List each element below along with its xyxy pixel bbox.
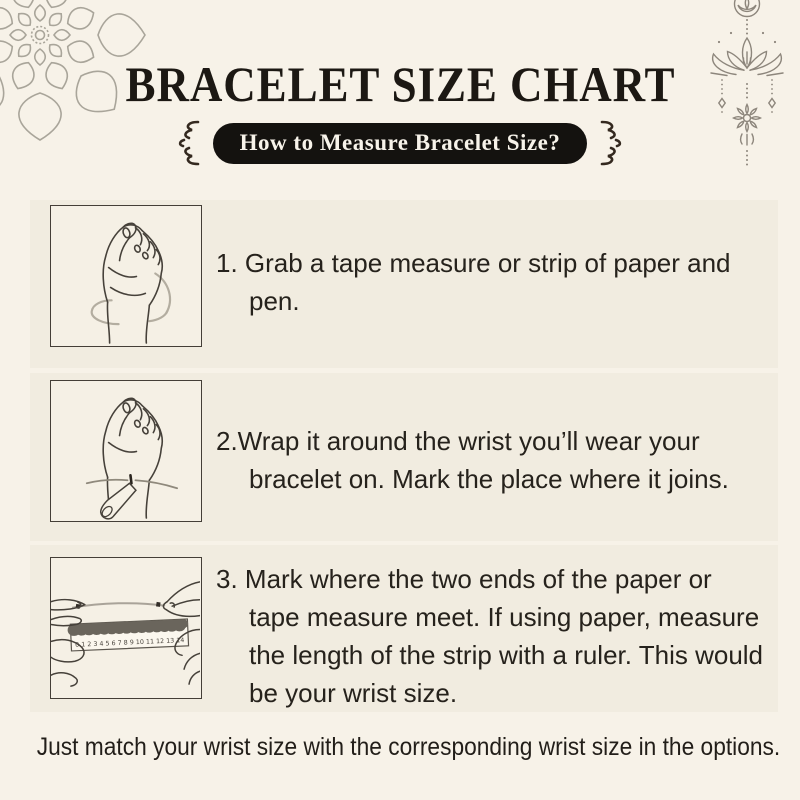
- step-3-line-1: 3. Mark where the two ends of the paper or: [216, 564, 712, 594]
- footer-note: Just match your wrist size with the corresponding wrist size in the options.: [36, 733, 781, 761]
- badge: [213, 123, 588, 164]
- step-3-text: [216, 560, 763, 712]
- hands-with-ruler-icon: [51, 558, 200, 697]
- step-3-line-4: be your wrist size.: [249, 678, 458, 708]
- subtitle-badge-row: [0, 119, 800, 167]
- badge-label: How to Measure Bracelet Size?: [239, 130, 561, 155]
- fist-with-tape-measure-icon: [51, 206, 200, 345]
- ruler: [70, 619, 188, 651]
- step-2-text: [216, 422, 729, 498]
- flourish-left-icon: [173, 119, 203, 167]
- step-2-illustration-box: [50, 380, 202, 522]
- step-2-line-2: bracelet on. Mark the place where it joins.: [249, 464, 729, 494]
- step-3-line-2: tape measure meet. If using paper, measure: [249, 602, 760, 632]
- step-3-illustration-box: [50, 557, 202, 699]
- step-1-text: [216, 244, 731, 320]
- flourish-right-icon: [597, 119, 627, 167]
- fist-with-pen-marking-icon: [51, 381, 200, 520]
- step-1-line-2: pen.: [249, 286, 300, 316]
- step-2-line-1: 2.Wrap it around the wrist you’ll wear your: [216, 426, 700, 456]
- page-title: BRACELET SIZE CHART: [125, 56, 675, 112]
- ruler-numbers: 0 1 2 3 4 5 6 7 8 9 10 11 12 13 14: [75, 637, 183, 649]
- step-1-line-1: 1. Grab a tape measure or strip of paper and: [216, 248, 731, 278]
- step-1-illustration-box: [50, 205, 202, 347]
- step-3-line-3: the length of the strip with a ruler. This would: [249, 640, 764, 670]
